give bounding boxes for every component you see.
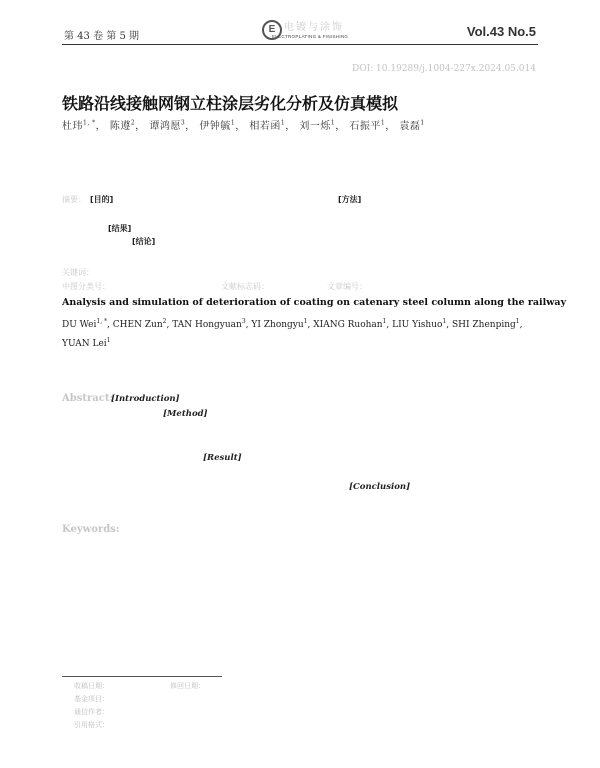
abstract-result-tag: [结果] xyxy=(108,224,132,233)
abstract-conclusion-tag-en: [Conclusion] xyxy=(349,482,411,492)
abstract-method-tag-en: [Method] xyxy=(163,409,208,419)
author-list-cn: 杜玮$^{1, *}$， 陈遵$^2$， 谭鸿愿$^3$， 伊钟毓$^1$， 相若函$^1$， 刘一烁$^1$， 石振平$^1$， 袁磊$^1$ xyxy=(62,119,425,132)
author-affil: 1 xyxy=(420,119,425,127)
paper-title-cn: 铁路沿线接触网钢立柱涂层劣化分析及仿真模拟 xyxy=(62,94,399,113)
author-affil: 1 xyxy=(303,318,308,325)
author-name: LIU Yishuo xyxy=(392,320,443,330)
logo-mark-icon: E xyxy=(262,20,282,40)
doc-code-label: 文献标志码： xyxy=(221,282,269,291)
author-list-en: DU Wei$^{1, *}$, CHEN Zun$^2$, TAN Hongyuan$^3$, YI Zhongyu$^1$, XIANG Ruohan$^1$, LIU Yishuo$^1$, SHI Zhenping$^1$, YUAN Lei$^1$ xyxy=(62,318,523,349)
author-affil: 3 xyxy=(180,119,186,127)
abstract-method-tag: [方法] xyxy=(338,195,362,204)
author-name: 伊钟毓 xyxy=(199,121,231,132)
received-date-label: 收稿日期： xyxy=(74,682,109,690)
author-affil: 3 xyxy=(241,318,246,325)
paper-title-en: Analysis and simulation of deterioration of coating on catenary steel column along the railway xyxy=(62,297,567,308)
author-name: 杜玮 xyxy=(62,121,83,132)
citation-label: 引用格式： xyxy=(74,721,109,729)
author-name: 石振平 xyxy=(349,121,381,132)
logo-text-en: ELECTROPLATING & FINISHING xyxy=(272,34,349,39)
clc-label: 中图分类号： xyxy=(62,282,110,291)
author-affil: 1 xyxy=(280,119,286,127)
volume-issue-en: Vol.43 No.5 xyxy=(466,24,536,39)
author-name: XIANG Ruohan xyxy=(313,320,383,330)
author-affil: 1 xyxy=(230,119,236,127)
volume-issue-cn: 第 43 卷 第 5 期 xyxy=(64,31,139,42)
author-affil: 1 xyxy=(442,318,447,325)
revised-date-label: 修回日期： xyxy=(170,682,205,690)
doi: DOI: 10.19289/j.1004-227x.2024.05.014 xyxy=(352,64,536,74)
author-name: 陈遵 xyxy=(109,121,131,132)
author-name: 谭鸿愿 xyxy=(149,121,181,132)
author-name: CHEN Zun xyxy=(112,320,163,330)
journal-logo xyxy=(262,18,349,44)
corresponding-author-label: 通信作者： xyxy=(74,708,109,716)
author-affil: 1 xyxy=(330,119,336,127)
author-affil: 1, * xyxy=(83,119,96,127)
abstract-label-cn: 摘要： xyxy=(62,195,86,204)
abstract-conclusion-tag: [结论] xyxy=(132,237,156,246)
author-name: YUAN Lei xyxy=(62,339,107,349)
keywords-label-en: Keywords: xyxy=(62,524,120,535)
logo-text-cn: 电镀与涂饰 xyxy=(284,22,344,33)
author-affil: 1 xyxy=(380,119,386,127)
author-name: SHI Zhenping xyxy=(451,320,516,330)
footnote-rule xyxy=(62,676,222,677)
author-name: 相若函 xyxy=(249,121,281,132)
author-affil: 1 xyxy=(382,318,387,325)
author-name: DU Wei xyxy=(62,320,97,330)
keywords-label-cn: 关键词： xyxy=(62,268,94,277)
author-name: TAN Hongyuan xyxy=(172,320,242,330)
author-name: 袁磊 xyxy=(399,121,421,132)
article-no-label: 文章编号： xyxy=(327,282,367,291)
header-rule xyxy=(62,44,538,45)
author-affil: 1 xyxy=(106,337,111,344)
abstract-introduction-tag: [Introduction] xyxy=(111,394,180,404)
abstract-label-en: Abstract: xyxy=(62,393,114,404)
author-affil: 1 xyxy=(515,318,520,325)
author-affil: 1, * xyxy=(96,318,108,325)
author-affil: 2 xyxy=(130,119,136,127)
abstract-purpose-tag: [目的] xyxy=(90,195,114,204)
author-affil: 2 xyxy=(162,318,167,325)
fund-label: 基金项目： xyxy=(74,695,109,703)
author-name: 刘一烁 xyxy=(299,121,331,132)
author-name: YI Zhongyu xyxy=(251,320,304,330)
abstract-result-tag-en: [Result] xyxy=(203,453,242,463)
